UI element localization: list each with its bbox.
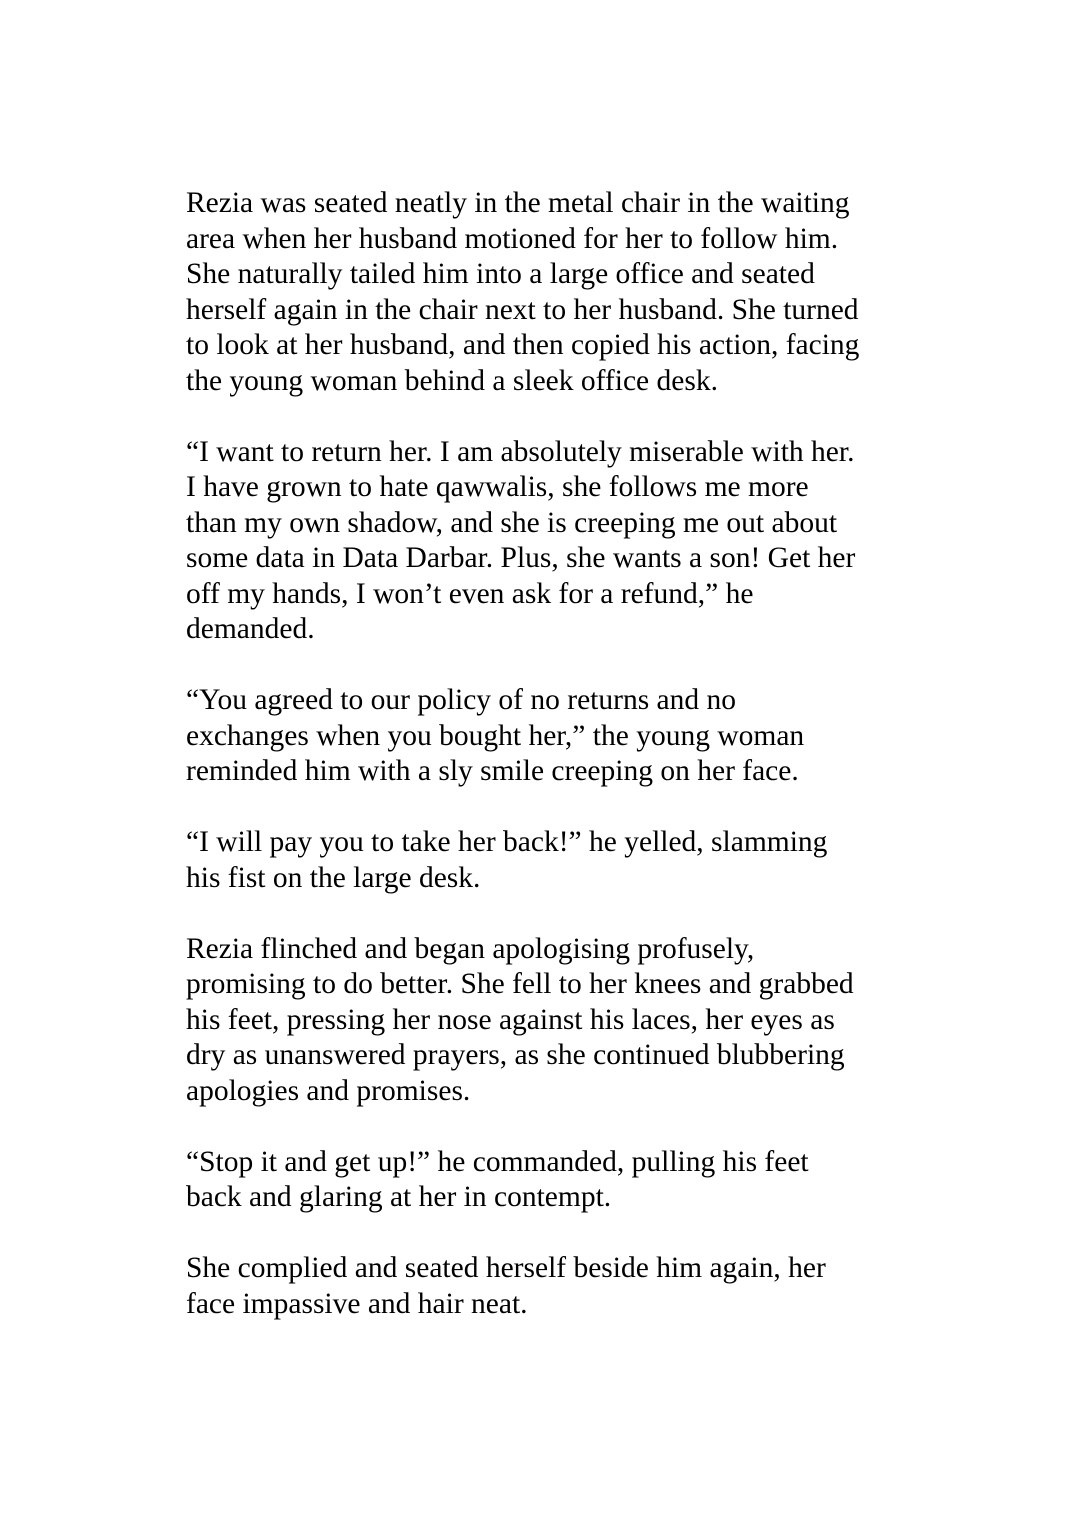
paragraph-2: “I want to return her. I am absolutely miserable with her. I have grown to hate qawwalis, she follows me more than my own shadow, and she is creeping me out about some data in Data Darbar. Plus, she wants a son! Get her off my hands, I won’t even ask for a refund,” he demanded. bbox=[186, 435, 856, 645]
story-text bbox=[186, 186, 906, 1322]
paragraph-3: “You agreed to our policy of no returns and no exchanges when you bought her,” the young woman reminded him with a sly smile creeping on her face. bbox=[186, 684, 805, 787]
paragraph-1: Rezia was seated neatly in the metal chair in the waiting area when her husband motioned for her to follow him. She naturally tailed him into a large office and seated herself again in the chair next to her husband. She turned to look at her husband, and then copied his action, facing the young woman behind a sleek office desk. bbox=[186, 187, 860, 397]
paragraph-4: “I will pay you to take her back!” he yelled, slamming his fist on the large desk. bbox=[186, 826, 828, 894]
paragraph-6: “Stop it and get up!” he commanded, pulling his feet back and glaring at her in contempt. bbox=[186, 1145, 809, 1213]
paragraph-7: She complied and seated herself beside him again, her face impassive and hair neat. bbox=[186, 1252, 826, 1320]
paragraph-5: Rezia flinched and began apologising profusely, promising to do better. She fell to her knees and grabbed his feet, pressing her nose against his laces, her eyes as dry as unanswered prayers, as she continued blubbering apologies and promises. bbox=[186, 932, 854, 1107]
